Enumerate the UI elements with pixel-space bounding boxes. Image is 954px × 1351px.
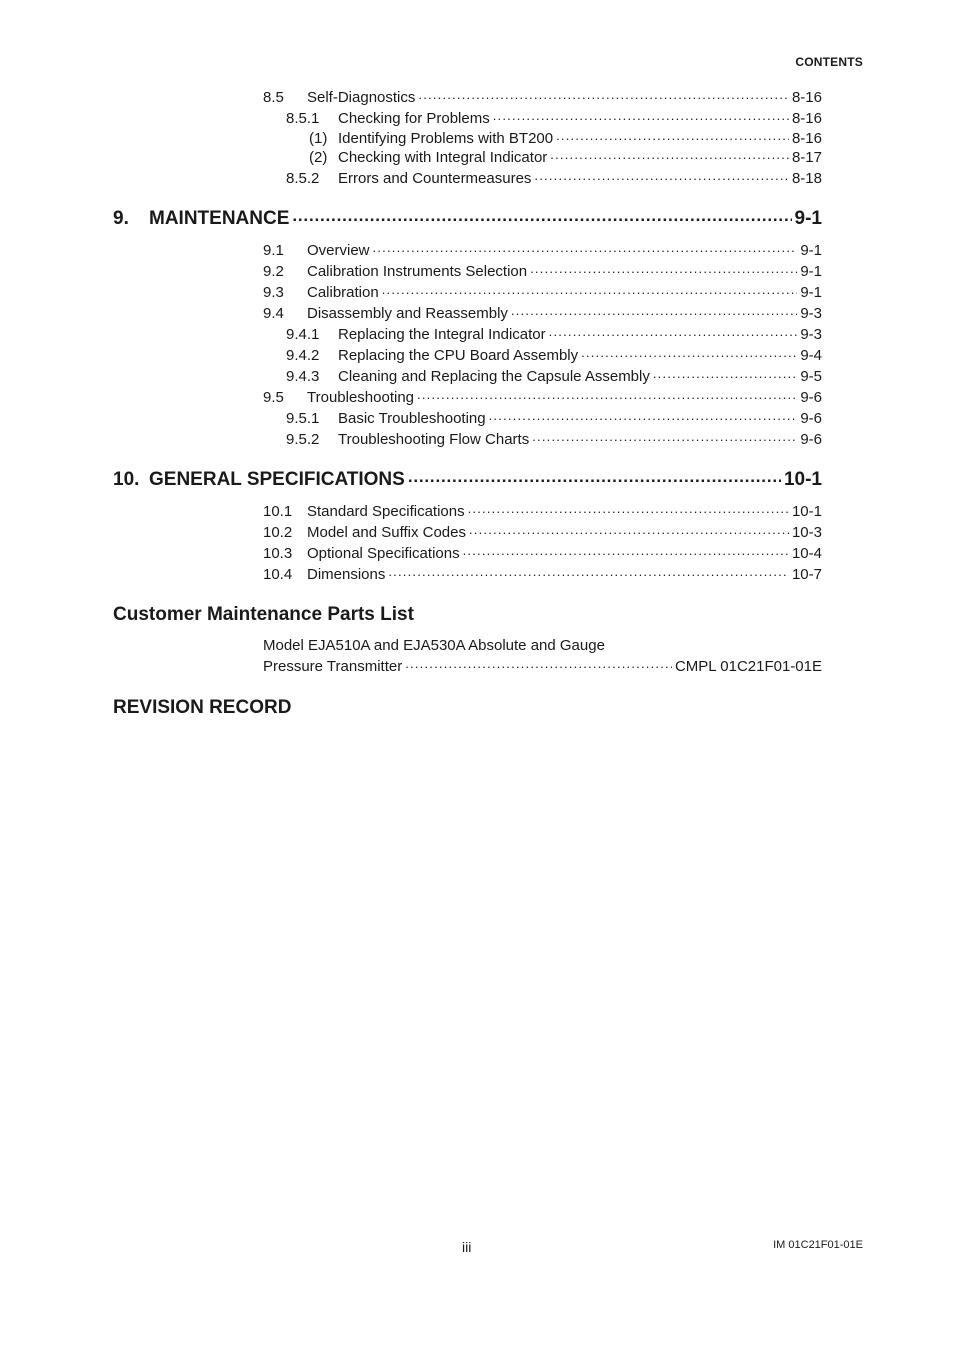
- toc-title: Overview: [307, 242, 370, 259]
- toc-number: 10.: [113, 469, 140, 490]
- toc-number: 8.5.1: [286, 110, 320, 127]
- toc-title: Standard Specifications: [307, 503, 465, 520]
- toc-number: 10.2: [263, 524, 293, 541]
- toc-title: Self-Diagnostics: [307, 89, 416, 106]
- toc-title: GENERAL SPECIFICATIONS: [149, 469, 405, 490]
- dot-leader: [581, 346, 797, 360]
- toc-page: 9-4: [800, 347, 822, 364]
- running-header: CONTENTS: [795, 55, 863, 69]
- toc-entry-10-4[interactable]: [263, 565, 822, 585]
- toc-title: Replacing the Integral Indicator: [338, 326, 546, 343]
- dot-leader: [292, 207, 791, 224]
- toc-entry-9-4-2[interactable]: [286, 346, 822, 366]
- dot-leader: [489, 409, 798, 423]
- toc-number: 9.2: [263, 263, 284, 280]
- toc-title: Pressure Transmitter: [263, 658, 403, 675]
- toc-entry-9-4-3[interactable]: [286, 367, 822, 387]
- toc-number: (1): [309, 130, 328, 147]
- toc-page: 10-3: [791, 524, 822, 541]
- toc-entry-8-5-2[interactable]: [286, 169, 822, 189]
- toc-page: 9-1: [800, 284, 822, 301]
- document-id: IM 01C21F01-01E: [773, 1239, 863, 1251]
- toc-chapter-9[interactable]: [113, 207, 822, 231]
- dot-leader: [388, 565, 789, 579]
- dot-leader: [534, 169, 789, 183]
- toc-number: 10.4: [263, 566, 293, 583]
- toc-entry-9-5-1[interactable]: [286, 409, 822, 429]
- dot-leader: [532, 430, 797, 444]
- toc-page: 9-1: [800, 263, 822, 280]
- toc-page: 8-16: [791, 89, 822, 106]
- dot-leader: [556, 129, 789, 143]
- dot-leader: [417, 388, 797, 402]
- toc-number: 9.5.2: [286, 431, 320, 448]
- toc-page: 10-7: [791, 566, 822, 583]
- toc-entry-8-5[interactable]: [263, 88, 822, 108]
- toc-number: 9.4: [263, 305, 284, 322]
- toc-page: 10-4: [791, 545, 822, 562]
- toc-number: 10.1: [263, 503, 293, 520]
- toc-entry-9-4[interactable]: [263, 304, 822, 324]
- parts-list-heading: Customer Maintenance Parts List: [113, 604, 414, 625]
- toc-title: Basic Troubleshooting: [338, 410, 486, 427]
- toc-number: 9.5.1: [286, 410, 320, 427]
- toc-entry-9-1[interactable]: [263, 241, 822, 261]
- toc-entry-10-3[interactable]: [263, 544, 822, 564]
- dot-leader: [373, 241, 798, 255]
- toc-entry-8-5-1-1[interactable]: [309, 129, 822, 149]
- toc-entry-9-4-1[interactable]: [286, 325, 822, 345]
- toc-entry-9-5-2[interactable]: [286, 430, 822, 450]
- toc-title: MAINTENANCE: [149, 208, 290, 229]
- dot-leader: [530, 262, 797, 276]
- toc-page: 8-18: [791, 170, 822, 187]
- toc-page: 9-6: [800, 389, 822, 406]
- toc-page: 10-1: [783, 469, 822, 490]
- toc-title: Replacing the CPU Board Assembly: [338, 347, 579, 364]
- toc-page: 8-17: [791, 149, 822, 166]
- dot-leader: [511, 304, 797, 318]
- toc-number: 9.5: [263, 389, 284, 406]
- toc-page: 9-1: [794, 208, 822, 229]
- dot-leader: [418, 88, 789, 102]
- dot-leader: [382, 283, 798, 297]
- toc-title: Identifying Problems with BT200: [338, 130, 554, 147]
- toc-page: 9-1: [800, 242, 822, 259]
- toc-entry-9-2[interactable]: [263, 262, 822, 282]
- toc-page: 9-6: [800, 410, 822, 427]
- toc-number: 8.5.2: [286, 170, 320, 187]
- toc-title: Dimensions: [307, 566, 386, 583]
- toc-entry-10-1[interactable]: [263, 502, 822, 522]
- toc-entry-9-3[interactable]: [263, 283, 822, 303]
- dot-leader: [405, 657, 672, 671]
- dot-leader: [463, 544, 789, 558]
- dot-leader: [469, 523, 789, 537]
- dot-leader: [550, 148, 789, 162]
- dot-leader: [549, 325, 798, 339]
- toc-entry-8-5-1-2[interactable]: [309, 148, 822, 168]
- toc-title: Optional Specifications: [307, 545, 460, 562]
- toc-page: 8-16: [791, 130, 822, 147]
- toc-entry-parts-list[interactable]: [263, 657, 822, 677]
- toc-title: Cleaning and Replacing the Capsule Assembly: [338, 368, 650, 385]
- toc-title: Model and Suffix Codes: [307, 524, 466, 541]
- toc-page: 9-6: [800, 431, 822, 448]
- toc-title: Calibration: [307, 284, 379, 301]
- dot-leader: [468, 502, 789, 516]
- toc-page: 8-16: [791, 110, 822, 127]
- toc-title: Errors and Countermeasures: [338, 170, 532, 187]
- toc-title: Checking for Problems: [338, 110, 490, 127]
- toc-entry-9-5[interactable]: [263, 388, 822, 408]
- toc-number: 9.1: [263, 242, 284, 259]
- toc-chapter-10[interactable]: [113, 468, 822, 492]
- toc-number: 10.3: [263, 545, 293, 562]
- toc-page: 9-3: [800, 326, 822, 343]
- page-number: iii: [462, 1239, 472, 1255]
- toc-page: CMPL 01C21F01-01E: [674, 658, 822, 675]
- toc-number: 9.4.3: [286, 368, 320, 385]
- toc-entry-8-5-1[interactable]: [286, 109, 822, 129]
- toc-entry-10-2[interactable]: [263, 523, 822, 543]
- toc-number: 8.5: [263, 89, 284, 106]
- toc-number: 9.: [113, 208, 129, 229]
- dot-leader: [653, 367, 797, 381]
- toc-page: 9-3: [800, 305, 822, 322]
- dot-leader: [408, 468, 781, 485]
- toc-number: 9.3: [263, 284, 284, 301]
- toc-title: Checking with Integral Indicator: [338, 149, 548, 166]
- toc-title: Troubleshooting: [307, 389, 415, 406]
- toc-page: 9-5: [800, 368, 822, 385]
- toc-number: 9.4.1: [286, 326, 320, 343]
- toc-title: Troubleshooting Flow Charts: [338, 431, 530, 448]
- toc-number: (2): [309, 149, 328, 166]
- toc-title: Disassembly and Reassembly: [307, 305, 508, 322]
- toc-number: 9.4.2: [286, 347, 320, 364]
- toc-page: 10-1: [791, 503, 822, 520]
- toc-title: Calibration Instruments Selection: [307, 263, 528, 280]
- revision-record-heading[interactable]: REVISION RECORD: [113, 697, 292, 718]
- dot-leader: [493, 109, 789, 123]
- parts-list-model-line: Model EJA510A and EJA530A Absolute and Gauge: [263, 637, 605, 654]
